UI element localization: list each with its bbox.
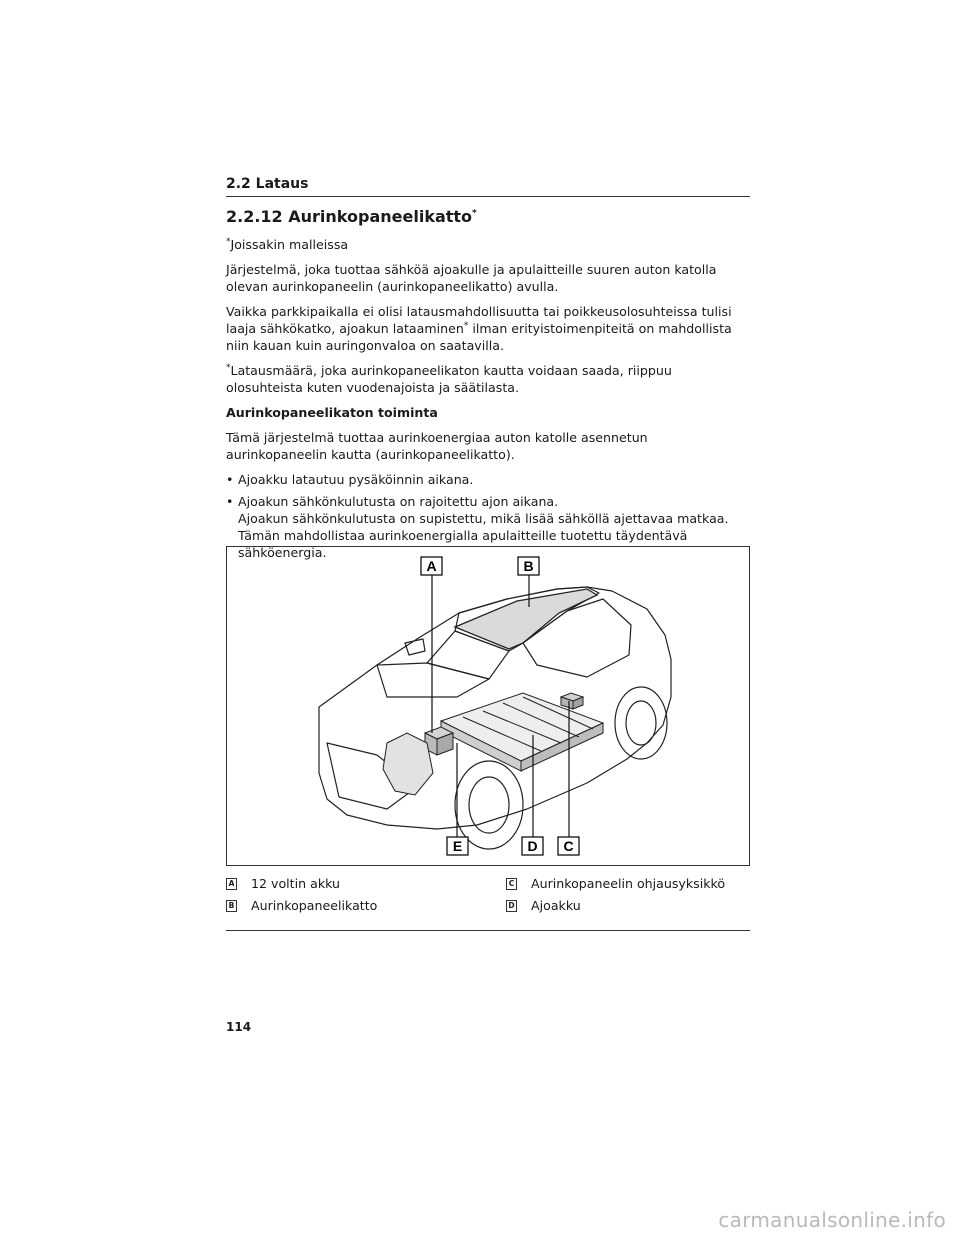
legend-label-b: B	[226, 900, 237, 912]
legend-item-c	[506, 876, 725, 891]
auxiliary-battery	[425, 727, 453, 755]
footnote-mark: *	[226, 236, 231, 247]
charging-paragraph-start: Vaikka parkkipaikalla ei olisi latausmahdollisuutta tai poikkeusolosuhteissa tulisi laaja sähkökatko, ajoakun lataaminen	[226, 304, 732, 336]
front-wheel-rim	[469, 777, 509, 833]
hood-line	[377, 663, 489, 697]
side-mirror	[405, 639, 425, 655]
legend-item-b	[226, 898, 377, 913]
body-text	[226, 236, 750, 566]
watermark: carmanualsonline.info	[718, 1208, 946, 1232]
chapter-title-text: 2.2.12 Aurinkopaneelikatto	[226, 207, 473, 226]
chapter-title	[226, 207, 477, 226]
bullet-item-driving-text: Ajoakun sähkönkulutusta on rajoitettu ajon aikana.	[238, 494, 559, 509]
legend-text-c: Aurinkopaneelin ohjausyksikkö	[531, 876, 726, 891]
legend-label-a: A	[226, 878, 237, 890]
figure-label-a: A	[426, 558, 437, 574]
figure-label-c: C	[563, 838, 574, 854]
vehicle-drawing	[227, 547, 749, 865]
rear-wheel-rim	[626, 701, 656, 745]
intro-paragraph: Järjestelmä, joka tuottaa sähköä ajoakulle ja apulaitteille suuren auton katolla olevan aurinkopaneelin (aurinkopaneelikatto) avulla.	[226, 262, 717, 294]
electric-motor	[383, 733, 433, 795]
legend-label-d: D	[506, 900, 517, 912]
charging-paragraph-end: ilman erityistoimenpiteitä on mahdollista niin kauan kuin auringonvaloa on saatavilla.	[226, 321, 732, 353]
page-number: 114	[226, 1020, 252, 1034]
subheading: Aurinkopaneelikaton toiminta	[226, 405, 438, 420]
legend-text-d: Ajoakku	[531, 898, 581, 913]
legend-item-a	[226, 876, 340, 891]
availability-note-text: Joissakin malleissa	[230, 237, 349, 252]
figure-label-e: E	[452, 838, 463, 854]
section-header: 2.2 Lataus	[226, 176, 750, 197]
front-wheel	[455, 761, 523, 849]
availability-note	[226, 236, 750, 253]
footer-divider	[226, 930, 750, 931]
legend-text-a: 12 voltin akku	[251, 876, 341, 891]
bullet-item-parking: • Ajoakku latautuu pysäköinnin aikana.	[226, 471, 750, 488]
legend-item-d	[506, 898, 581, 913]
charge-amount-note-text: Latausmäärä, joka aurinkopaneelikaton kautta voidaan saada, riippuu olosuhteista kuten vuodenajoista ja säätilasta.	[226, 363, 672, 395]
charge-amount-note	[226, 362, 750, 396]
legend-text-b: Aurinkopaneelikatto	[251, 898, 378, 913]
function-paragraph: Tämä järjestelmä tuottaa aurinkoenergiaa auton katolle asennetun aurinkopaneelin kautta (aurinkopaneelikatto).	[226, 430, 648, 462]
charging-paragraph	[226, 303, 750, 354]
solar-control-unit	[561, 693, 583, 709]
vehicle-illustration	[226, 546, 750, 866]
footnote-mark: *	[226, 362, 231, 373]
legend-label-c: C	[506, 878, 517, 890]
footnote-mark: *	[472, 208, 477, 219]
footnote-mark: *	[463, 320, 469, 331]
figure-label-b: B	[523, 558, 534, 574]
solar-roof-panel	[455, 589, 597, 649]
bullet-item-driving-detail: Ajoakun sähkönkulutusta on supistettu, mikä lisää sähköllä ajettavaa matkaa. Tämän mahdollistaa aurinkoenergialla apulaitteille tuotettu täydentävä sähköenergia.	[238, 511, 729, 560]
figure-label-d: D	[527, 838, 538, 854]
